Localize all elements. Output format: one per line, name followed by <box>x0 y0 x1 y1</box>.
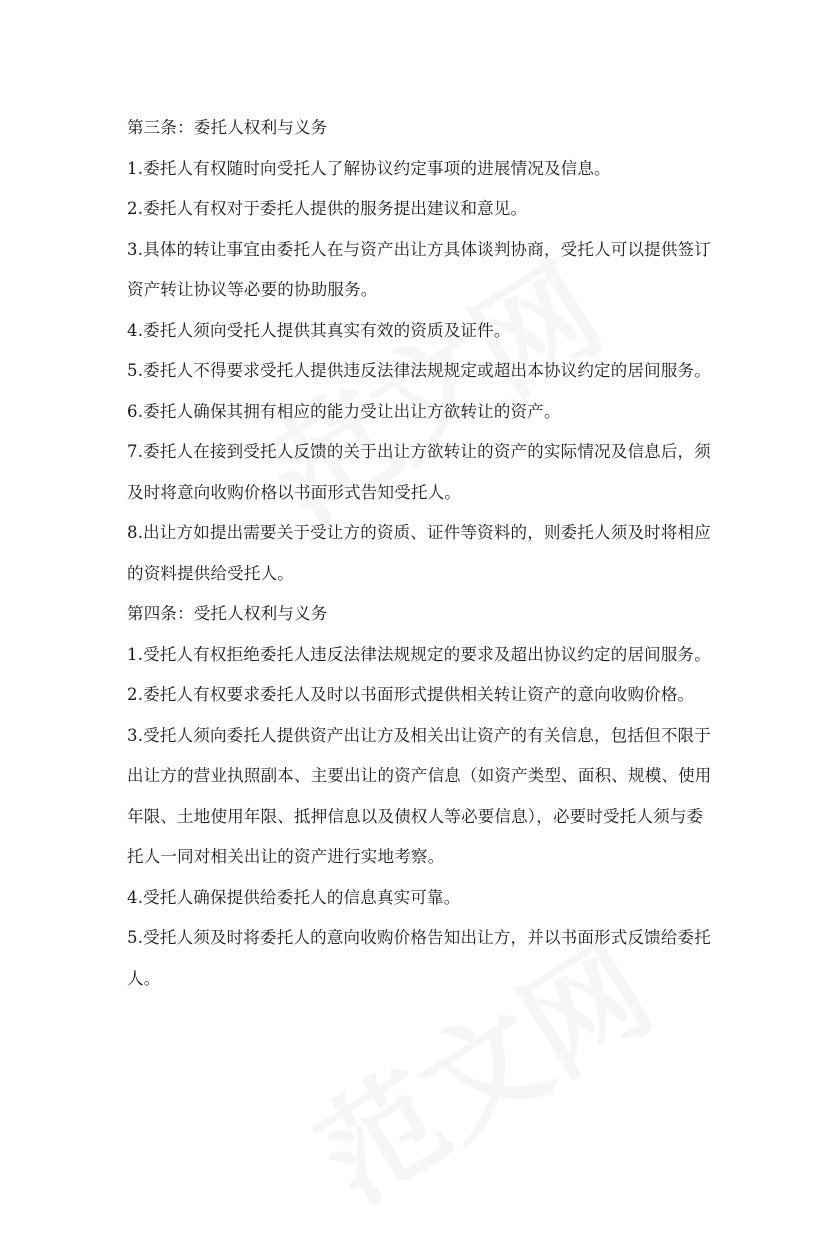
text-line: 的资料提供给受托人。 <box>127 563 294 583</box>
text-line: 2.委托人有权要求委托人及时以书面形式提供相关转让资产的意向收购价格。 <box>127 685 695 704</box>
text-line: 出让方的营业执照副本、主要出让的资产信息（如资产类型、面积、规模、使用 <box>127 766 712 785</box>
text-line: 3.具体的转让事宜由委托人在与资产出让方具体谈判协商，受托人可以提供签订 <box>127 239 711 259</box>
text-line: 8.出让方如提出需要关于受让方的资质、证件等资料的，则委托人须及时将相应 <box>127 523 711 542</box>
text-line: 托人一同对相关出让的资产进行实地考察。 <box>127 847 445 866</box>
text-line: 2.委托人有权对于委托人提供的服务提出建议和意见。 <box>127 199 528 218</box>
section-heading: 第三条：委托人权利与义务 <box>127 118 328 137</box>
text-line: 6.委托人确保其拥有相应的能力受让出让方欲转让的资产。 <box>127 401 561 421</box>
text-line: 人。 <box>127 968 161 988</box>
text-line: 1.委托人有权随时向受托人了解协议约定事项的进展情况及信息。 <box>127 158 611 178</box>
text-line: 7.委托人在接到受托人反馈的关于出让方欲转让的资产的实际情况及信息后，须 <box>127 442 711 461</box>
text-line: 及时将意向收购价格以书面形式告知受托人。 <box>127 482 461 502</box>
section-heading: 第四条：受托人权利与义务 <box>127 604 328 623</box>
text-line: 4.受托人确保提供给委托人的信息真实可靠。 <box>127 887 461 907</box>
text-line: 1.受托人有权拒绝委托人违反法律法规规定的要求及超出协议约定的居间服务。 <box>127 644 711 664</box>
text-line: 4.委托人须向受托人提供其真实有效的资质及证件。 <box>127 320 511 340</box>
text-line: 3.受托人须向委托人提供资产出让方及相关出让资产的有关信息，包括但不限于 <box>127 725 711 745</box>
text-line: 5.委托人不得要求受托人提供违反法律法规规定或超出本协议约定的居间服务。 <box>127 361 711 380</box>
text-line: 年限、土地使用年限、抵押信息以及债权人等必要信息），必要时受托人须与委 <box>127 806 704 826</box>
text-line: 资产转让协议等必要的协助服务。 <box>127 280 378 299</box>
text-line: 5.受托人须及时将委托人的意向收购价格告知出让方，并以书面形式反馈给委托 <box>127 928 711 947</box>
document-body <box>127 108 713 999</box>
